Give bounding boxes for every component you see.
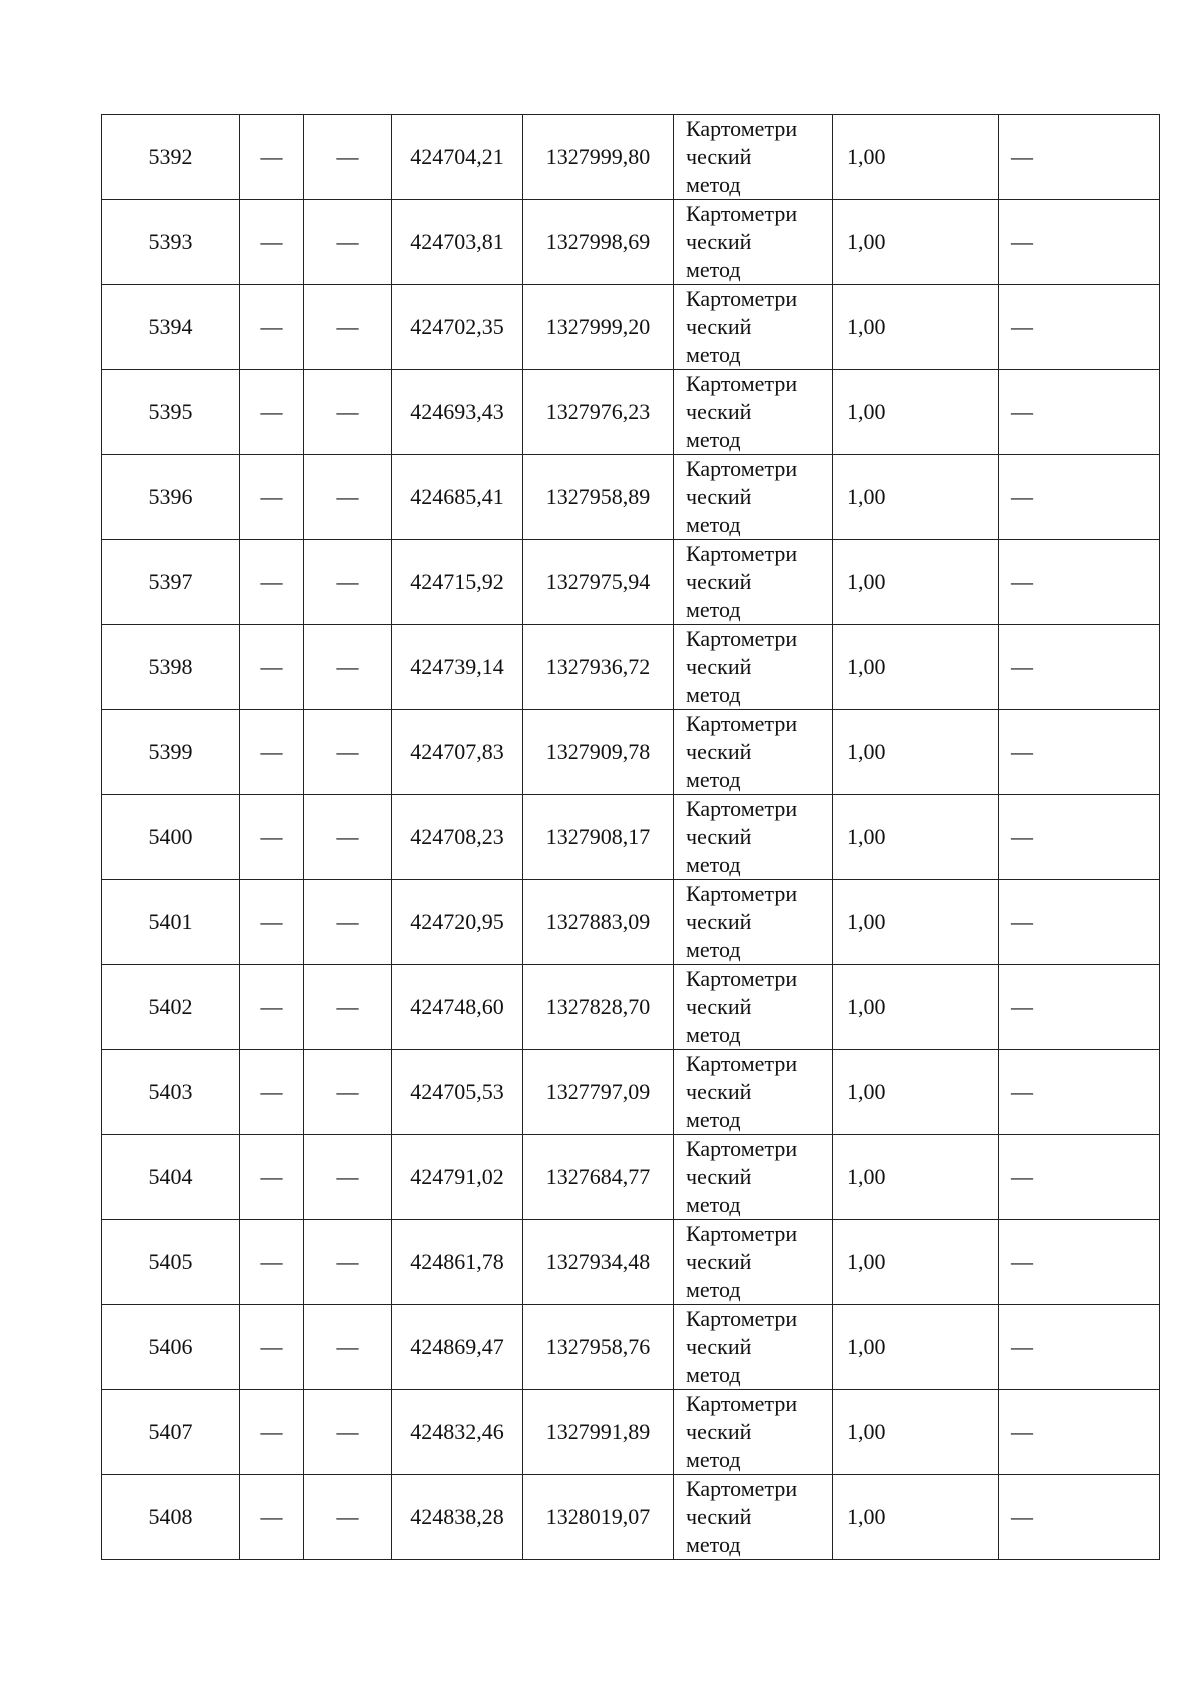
x-coordinate-cell: 424748,60 — [392, 965, 523, 1050]
accuracy-cell: 1,00 — [833, 1475, 999, 1560]
method-text-line: Картометри — [686, 626, 798, 651]
point-number-cell: 5403 — [102, 1050, 240, 1135]
method-text-line: ческий — [686, 314, 752, 339]
y-coordinate-cell: 1327883,09 — [523, 880, 674, 965]
method-text-line: метод — [686, 257, 741, 282]
method-text-line: Картометри — [686, 1391, 798, 1416]
method-text-line: метод — [686, 1362, 741, 1387]
method-text-line: метод — [686, 172, 741, 197]
method-text-line: ческий — [686, 1249, 752, 1274]
method-text-line: метод — [686, 937, 741, 962]
y-coordinate-cell: 1327999,80 — [523, 115, 674, 200]
y-coordinate-cell: 1327828,70 — [523, 965, 674, 1050]
point-number-cell: 5408 — [102, 1475, 240, 1560]
method-cell — [674, 710, 833, 795]
y-coordinate-cell: 1327908,17 — [523, 795, 674, 880]
accuracy-cell: 1,00 — [833, 1390, 999, 1475]
x-coordinate-cell: 424720,95 — [392, 880, 523, 965]
empty-value-cell: — — [999, 1390, 1160, 1475]
empty-value-cell: — — [304, 625, 392, 710]
y-coordinate-cell: 1327958,76 — [523, 1305, 674, 1390]
method-cell — [674, 965, 833, 1050]
table-row — [102, 625, 1160, 710]
x-coordinate-cell: 424705,53 — [392, 1050, 523, 1135]
empty-value-cell: — — [240, 625, 304, 710]
method-cell — [674, 200, 833, 285]
table-row — [102, 370, 1160, 455]
method-text-line: Картометри — [686, 1476, 798, 1501]
method-text-line: метод — [686, 682, 741, 707]
method-text-line: ческий — [686, 994, 752, 1019]
x-coordinate-cell: 424708,23 — [392, 795, 523, 880]
empty-value-cell: — — [999, 200, 1160, 285]
method-cell — [674, 115, 833, 200]
point-number-cell: 5401 — [102, 880, 240, 965]
empty-value-cell: — — [240, 370, 304, 455]
empty-value-cell: — — [999, 880, 1160, 965]
empty-value-cell: — — [999, 710, 1160, 795]
empty-value-cell: — — [999, 540, 1160, 625]
empty-value-cell: — — [304, 1475, 392, 1560]
x-coordinate-cell: 424693,43 — [392, 370, 523, 455]
empty-value-cell: — — [240, 1475, 304, 1560]
method-text-line: Картометри — [686, 966, 798, 991]
point-number-cell: 5399 — [102, 710, 240, 795]
method-text-line: метод — [686, 852, 741, 877]
table-row — [102, 880, 1160, 965]
point-number-cell: 5405 — [102, 1220, 240, 1305]
method-text-line: Картометри — [686, 201, 798, 226]
method-text-line: ческий — [686, 654, 752, 679]
method-text-line: Картометри — [686, 711, 798, 736]
table-row — [102, 1050, 1160, 1135]
method-text-line: ческий — [686, 484, 752, 509]
empty-value-cell: — — [999, 115, 1160, 200]
accuracy-cell: 1,00 — [833, 880, 999, 965]
accuracy-cell: 1,00 — [833, 710, 999, 795]
method-text-line: ческий — [686, 824, 752, 849]
x-coordinate-cell: 424869,47 — [392, 1305, 523, 1390]
method-text-line: Картометри — [686, 371, 798, 396]
accuracy-cell: 1,00 — [833, 1050, 999, 1135]
y-coordinate-cell: 1327958,89 — [523, 455, 674, 540]
table-row — [102, 1220, 1160, 1305]
empty-value-cell: — — [304, 285, 392, 370]
method-cell — [674, 795, 833, 880]
empty-value-cell: — — [304, 1050, 392, 1135]
accuracy-cell: 1,00 — [833, 1135, 999, 1220]
y-coordinate-cell: 1327934,48 — [523, 1220, 674, 1305]
method-cell — [674, 1220, 833, 1305]
y-coordinate-cell: 1327797,09 — [523, 1050, 674, 1135]
x-coordinate-cell: 424703,81 — [392, 200, 523, 285]
method-text-line: Картометри — [686, 1221, 798, 1246]
empty-value-cell: — — [240, 1305, 304, 1390]
empty-value-cell: — — [999, 1050, 1160, 1135]
empty-value-cell: — — [304, 540, 392, 625]
empty-value-cell: — — [304, 795, 392, 880]
method-text-line: ческий — [686, 144, 752, 169]
point-number-cell: 5392 — [102, 115, 240, 200]
method-cell — [674, 285, 833, 370]
y-coordinate-cell: 1327684,77 — [523, 1135, 674, 1220]
empty-value-cell: — — [304, 1220, 392, 1305]
method-text-line: метод — [686, 1192, 741, 1217]
empty-value-cell: — — [304, 1390, 392, 1475]
empty-value-cell: — — [240, 710, 304, 795]
method-cell — [674, 540, 833, 625]
method-text-line: метод — [686, 342, 741, 367]
method-text-line: метод — [686, 767, 741, 792]
method-text-line: ческий — [686, 1164, 752, 1189]
method-text-line: ческий — [686, 569, 752, 594]
empty-value-cell: — — [999, 795, 1160, 880]
method-text-line: ческий — [686, 1419, 752, 1444]
table-row — [102, 965, 1160, 1050]
method-text-line: ческий — [686, 229, 752, 254]
empty-value-cell: — — [304, 115, 392, 200]
point-number-cell: 5400 — [102, 795, 240, 880]
method-text-line: Картометри — [686, 116, 798, 141]
y-coordinate-cell: 1327936,72 — [523, 625, 674, 710]
x-coordinate-cell: 424739,14 — [392, 625, 523, 710]
method-text-line: Картометри — [686, 541, 798, 566]
empty-value-cell: — — [240, 455, 304, 540]
method-text-line: метод — [686, 512, 741, 537]
table-row — [102, 115, 1160, 200]
method-cell — [674, 1390, 833, 1475]
table-row — [102, 200, 1160, 285]
y-coordinate-cell: 1328019,07 — [523, 1475, 674, 1560]
empty-value-cell: — — [240, 1050, 304, 1135]
method-text-line: Картометри — [686, 1136, 798, 1161]
x-coordinate-cell: 424702,35 — [392, 285, 523, 370]
empty-value-cell: — — [999, 285, 1160, 370]
point-number-cell: 5395 — [102, 370, 240, 455]
y-coordinate-cell: 1327909,78 — [523, 710, 674, 795]
method-text-line: Картометри — [686, 1051, 798, 1076]
accuracy-cell: 1,00 — [833, 455, 999, 540]
method-text-line: метод — [686, 1277, 741, 1302]
method-text-line: Картометри — [686, 286, 798, 311]
empty-value-cell: — — [304, 455, 392, 540]
table-row — [102, 455, 1160, 540]
accuracy-cell: 1,00 — [833, 115, 999, 200]
accuracy-cell: 1,00 — [833, 1305, 999, 1390]
x-coordinate-cell: 424707,83 — [392, 710, 523, 795]
empty-value-cell: — — [304, 370, 392, 455]
method-text-line: ческий — [686, 909, 752, 934]
empty-value-cell: — — [240, 540, 304, 625]
method-cell — [674, 625, 833, 710]
empty-value-cell: — — [240, 200, 304, 285]
coordinates-table — [101, 114, 1160, 1560]
empty-value-cell: — — [304, 1135, 392, 1220]
empty-value-cell: — — [999, 1135, 1160, 1220]
method-text-line: метод — [686, 1107, 741, 1132]
y-coordinate-cell: 1327975,94 — [523, 540, 674, 625]
table-row — [102, 1135, 1160, 1220]
accuracy-cell: 1,00 — [833, 540, 999, 625]
empty-value-cell: — — [240, 285, 304, 370]
x-coordinate-cell: 424838,28 — [392, 1475, 523, 1560]
empty-value-cell: — — [304, 200, 392, 285]
empty-value-cell: — — [240, 965, 304, 1050]
empty-value-cell: — — [304, 965, 392, 1050]
method-text-line: ческий — [686, 739, 752, 764]
table-body — [102, 115, 1160, 1560]
x-coordinate-cell: 424715,92 — [392, 540, 523, 625]
point-number-cell: 5396 — [102, 455, 240, 540]
empty-value-cell: — — [240, 1135, 304, 1220]
method-text-line: метод — [686, 427, 741, 452]
accuracy-cell: 1,00 — [833, 1220, 999, 1305]
method-cell — [674, 1135, 833, 1220]
method-text-line: метод — [686, 1447, 741, 1472]
empty-value-cell: — — [240, 115, 304, 200]
empty-value-cell: — — [304, 1305, 392, 1390]
method-cell — [674, 880, 833, 965]
point-number-cell: 5406 — [102, 1305, 240, 1390]
x-coordinate-cell: 424832,46 — [392, 1390, 523, 1475]
method-text-line: метод — [686, 1022, 741, 1047]
empty-value-cell: — — [240, 1390, 304, 1475]
empty-value-cell: — — [999, 455, 1160, 540]
table-row — [102, 1390, 1160, 1475]
table-row — [102, 710, 1160, 795]
accuracy-cell: 1,00 — [833, 965, 999, 1050]
method-text-line: метод — [686, 597, 741, 622]
method-text-line: Картометри — [686, 881, 798, 906]
method-text-line: ческий — [686, 1334, 752, 1359]
x-coordinate-cell: 424791,02 — [392, 1135, 523, 1220]
method-text-line: ческий — [686, 1504, 752, 1529]
empty-value-cell: — — [999, 965, 1160, 1050]
y-coordinate-cell: 1327991,89 — [523, 1390, 674, 1475]
point-number-cell: 5404 — [102, 1135, 240, 1220]
method-text-line: Картометри — [686, 456, 798, 481]
method-cell — [674, 1050, 833, 1135]
point-number-cell: 5393 — [102, 200, 240, 285]
accuracy-cell: 1,00 — [833, 795, 999, 880]
empty-value-cell: — — [999, 625, 1160, 710]
accuracy-cell: 1,00 — [833, 625, 999, 710]
y-coordinate-cell: 1327998,69 — [523, 200, 674, 285]
empty-value-cell: — — [240, 1220, 304, 1305]
method-text-line: Картометри — [686, 1306, 798, 1331]
table-row — [102, 540, 1160, 625]
point-number-cell: 5407 — [102, 1390, 240, 1475]
point-number-cell: 5398 — [102, 625, 240, 710]
method-cell — [674, 1305, 833, 1390]
table-row — [102, 1475, 1160, 1560]
accuracy-cell: 1,00 — [833, 370, 999, 455]
point-number-cell: 5402 — [102, 965, 240, 1050]
accuracy-cell: 1,00 — [833, 200, 999, 285]
y-coordinate-cell: 1327999,20 — [523, 285, 674, 370]
method-cell — [674, 370, 833, 455]
empty-value-cell: — — [999, 370, 1160, 455]
empty-value-cell: — — [999, 1220, 1160, 1305]
empty-value-cell: — — [240, 795, 304, 880]
method-text-line: ческий — [686, 1079, 752, 1104]
method-text-line: Картометри — [686, 796, 798, 821]
empty-value-cell: — — [304, 710, 392, 795]
y-coordinate-cell: 1327976,23 — [523, 370, 674, 455]
empty-value-cell: — — [999, 1475, 1160, 1560]
table-row — [102, 285, 1160, 370]
point-number-cell: 5397 — [102, 540, 240, 625]
empty-value-cell: — — [999, 1305, 1160, 1390]
method-cell — [674, 455, 833, 540]
accuracy-cell: 1,00 — [833, 285, 999, 370]
x-coordinate-cell: 424685,41 — [392, 455, 523, 540]
table-row — [102, 1305, 1160, 1390]
empty-value-cell: — — [240, 880, 304, 965]
table-row — [102, 795, 1160, 880]
method-text-line: метод — [686, 1532, 741, 1557]
x-coordinate-cell: 424704,21 — [392, 115, 523, 200]
x-coordinate-cell: 424861,78 — [392, 1220, 523, 1305]
method-cell — [674, 1475, 833, 1560]
method-text-line: ческий — [686, 399, 752, 424]
point-number-cell: 5394 — [102, 285, 240, 370]
empty-value-cell: — — [304, 880, 392, 965]
